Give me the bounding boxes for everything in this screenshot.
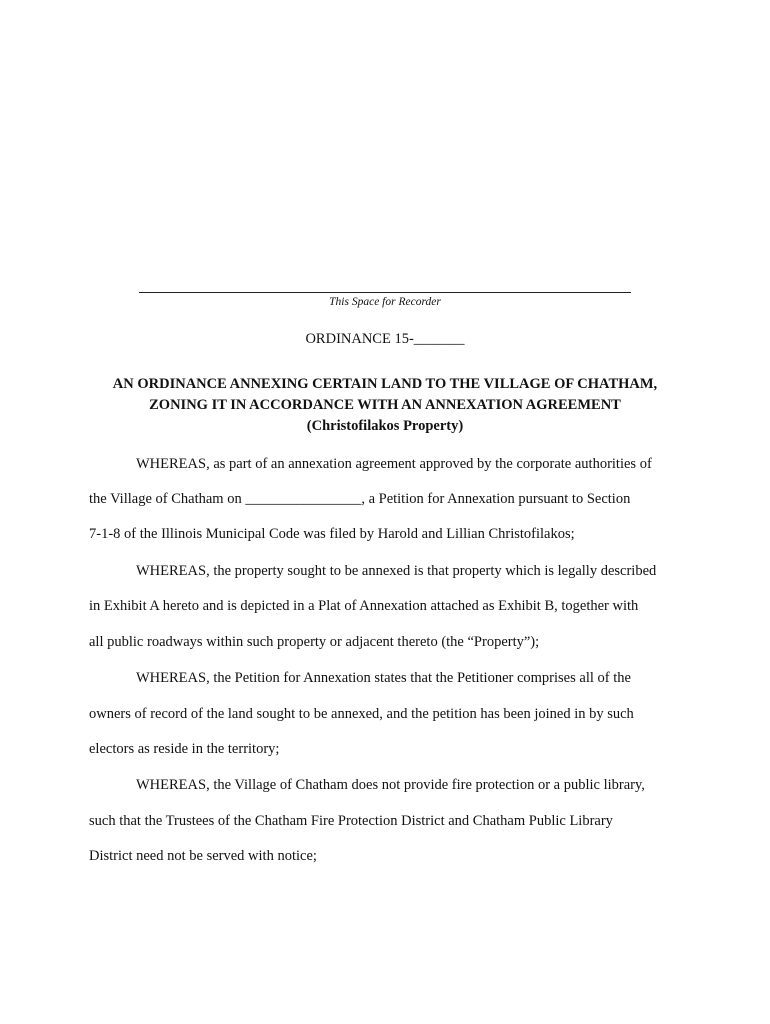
paragraph-line: the Village of Chatham on ________________, a Petition for Annexation pursuant to Section (89, 491, 631, 507)
ordinance-number: ORDINANCE 15-_______ (305, 331, 465, 347)
paragraph-line: 7-1-8 of the Illinois Municipal Code was filed by Harold and Lillian Christofilakos; (89, 526, 575, 542)
ordinance-title-line: AN ORDINANCE ANNEXING CERTAIN LAND TO THE VILLAGE OF CHATHAM, (112, 376, 658, 392)
recorder-caption: This Space for Recorder (329, 296, 441, 308)
ordinance-title-line: ZONING IT IN ACCORDANCE WITH AN ANNEXATION AGREEMENT (149, 397, 621, 413)
paragraph-line: District need not be served with notice; (89, 848, 317, 864)
paragraph-line: WHEREAS, as part of an annexation agreement approved by the corporate authorities of (136, 456, 652, 472)
recorder-signature-line (139, 292, 631, 293)
paragraph-line: such that the Trustees of the Chatham Fire Protection District and Chatham Public Library (89, 813, 613, 829)
paragraph-line: WHEREAS, the property sought to be annexed is that property which is legally described (136, 563, 657, 579)
paragraph-line: WHEREAS, the Petition for Annexation states that the Petitioner comprises all of the (136, 670, 631, 686)
paragraph-line: in Exhibit A hereto and is depicted in a Plat of Annexation attached as Exhibit B, together with (89, 598, 639, 614)
paragraph-line: electors as reside in the territory; (89, 741, 280, 757)
ordinance-title-line: (Christofilakos Property) (306, 418, 464, 434)
paragraph-line: all public roadways within such property or adjacent thereto (the “Property”); (89, 634, 540, 650)
paragraph-line: WHEREAS, the Village of Chatham does not provide fire protection or a public library, (136, 777, 645, 793)
ordinance-title (60, 374, 710, 437)
paragraph-line: owners of record of the land sought to be annexed, and the petition has been joined in by such (89, 706, 634, 722)
